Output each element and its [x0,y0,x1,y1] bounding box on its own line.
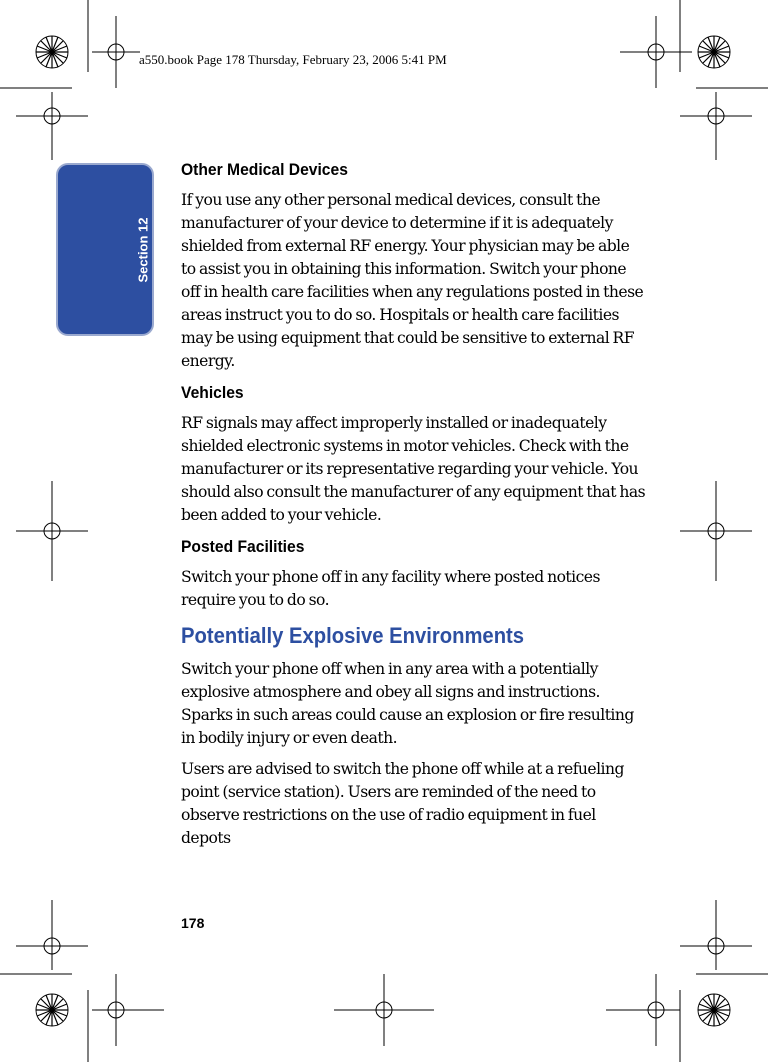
heading-other-medical-devices: Other Medical Devices [181,160,348,179]
paragraph-vehicles: RF signals may affect improperly installed or inadequately shielded electronic systems in motor vehicles. Check with the manufacturer or its representative regarding your vehicle. You should also consult the manufacturer of any equipment that has been added to your vehicle. [181,414,646,524]
heading-posted-facilities: Posted Facilities [181,537,305,556]
starburst-icon [36,994,68,1026]
starburst-icon [698,36,730,68]
section-tab-label: Section 12 [135,217,151,283]
paragraph-explosive-1: Switch your phone off when in any area with a potentially explosive atmosphere and obey all signs and instructions. Sparks in such areas could cause an explosion or fire resulting in bodily injury or even death. [181,660,634,747]
starburst-icon [698,994,730,1026]
paragraph-other-medical-devices: If you use any other personal medical devices, consult the manufacturer of your device to determine if it is adequately shielded from external RF energy. Your physician may be able to assist you in obtaining this information. Switch your phone off in health care facilities when any regulations posted in these areas instruct you to do so. Hospitals or health care facilities may be using equipment that could be sensitive to external RF energy. [181,191,644,370]
starburst-icon [36,36,68,68]
heading-explosive-environments: Potentially Explosive Environments [181,623,525,648]
paragraph-explosive-2: Users are advised to switch the phone off while at a refueling point (service station). Users are reminded of the need to observe restrictions on the use of radio equipment in fuel depots [181,760,624,847]
print-header: a550.book Page 178 Thursday, February 23, 2006 5:41 PM [139,52,447,67]
heading-vehicles: Vehicles [181,383,244,402]
page-number: 178 [181,915,205,931]
page-content [181,158,647,858]
paragraph-posted-facilities: Switch your phone off in any facility where posted notices require you to do so. [181,568,600,609]
